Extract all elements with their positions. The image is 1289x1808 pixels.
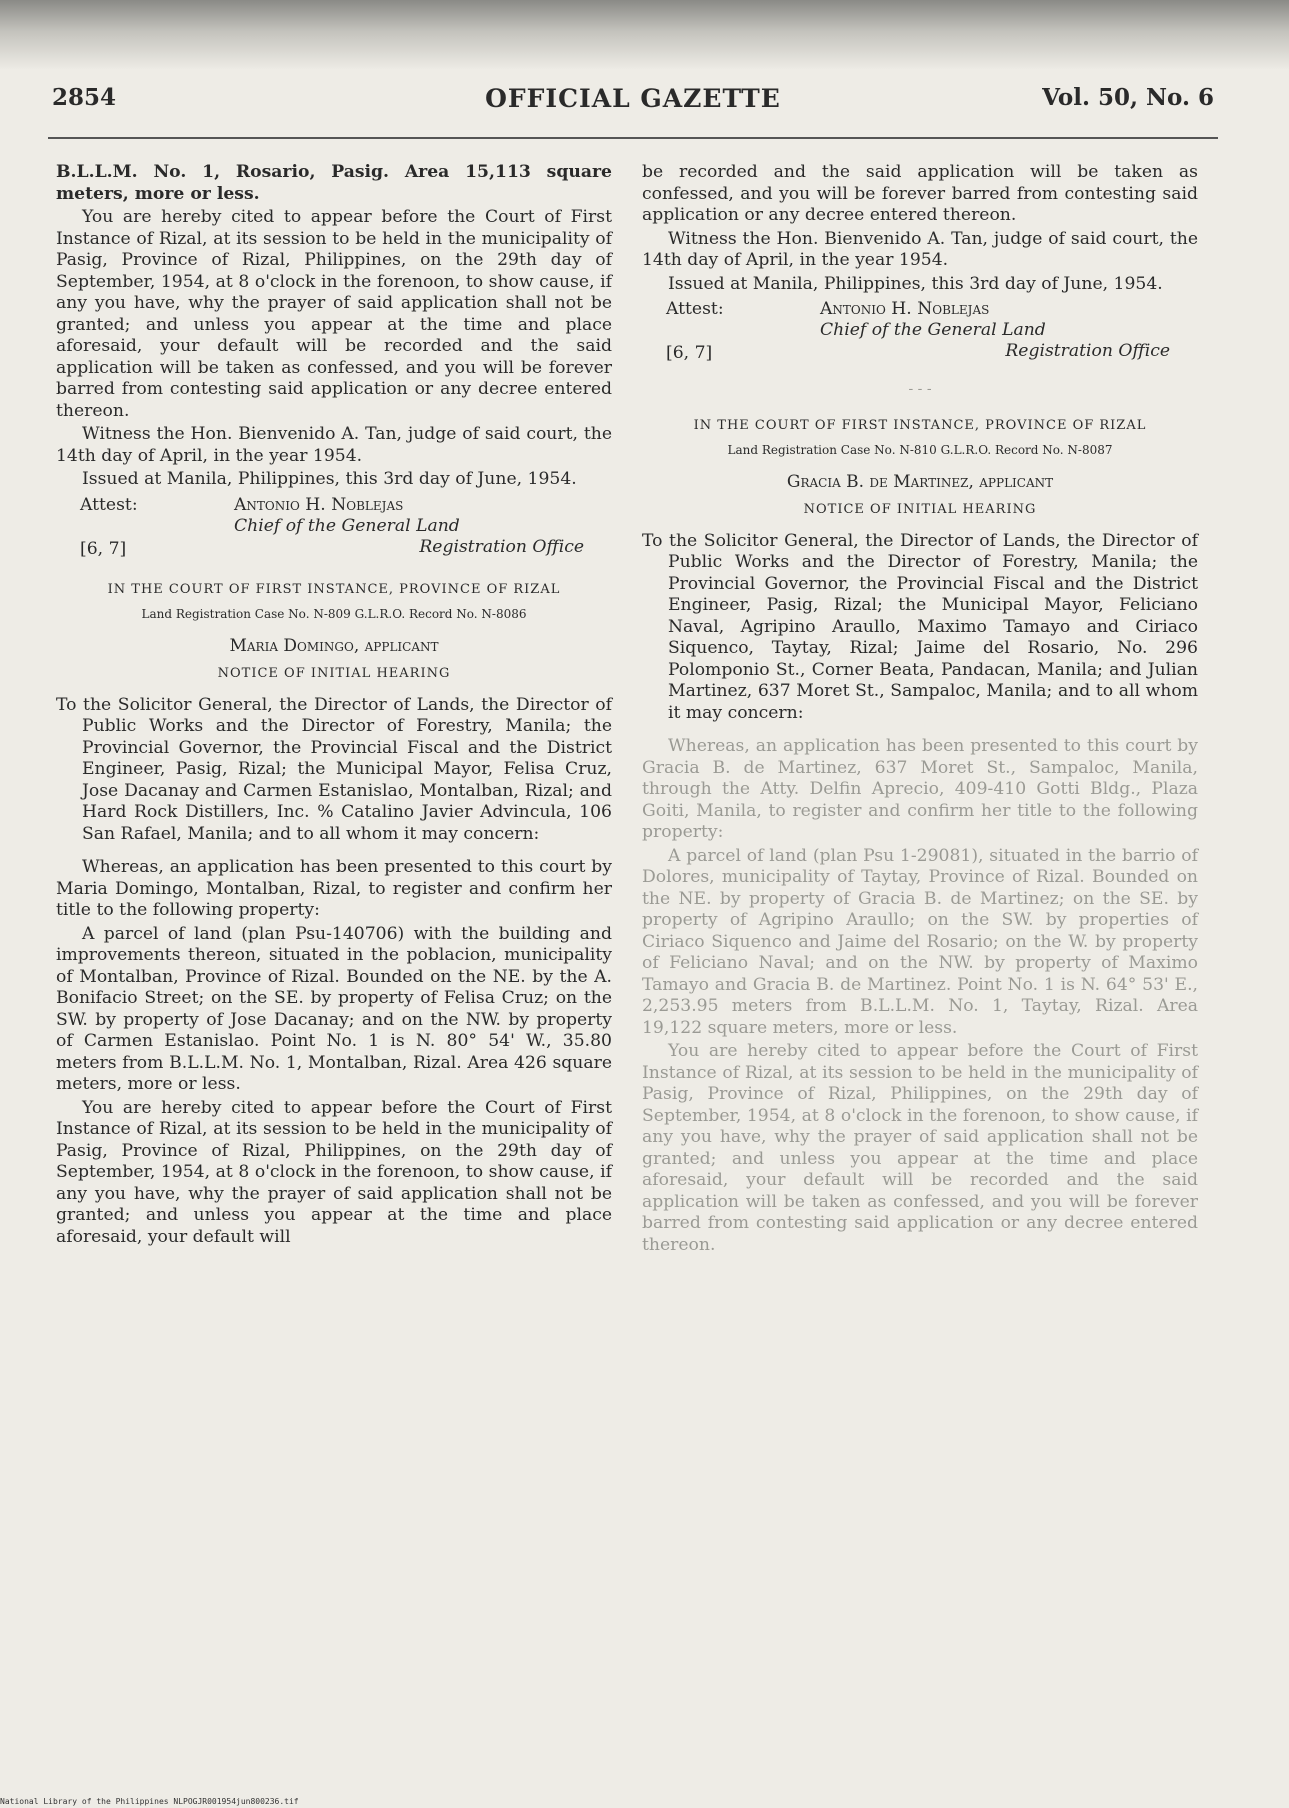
attest-ref: [6, 7] (666, 343, 713, 363)
attest-label: Attest: (666, 299, 724, 319)
issued-paragraph: Issued at Manila, Philippines, this 3rd day of June, 1954. (82, 469, 577, 489)
court-heading: IN THE COURT OF FIRST INSTANCE, PROVINCE OF RIZAL (693, 417, 1147, 433)
attest-block (642, 299, 1198, 369)
attest-title-line2: Registration Office (419, 536, 584, 557)
court-heading: IN THE COURT OF FIRST INSTANCE, PROVINCE OF RIZAL (107, 581, 561, 597)
attest-title-line2: Registration Office (1005, 341, 1170, 361)
notice-heading: NOTICE OF INITIAL HEARING (803, 502, 1037, 517)
gazette-title: OFFICIAL GAZETTE (485, 84, 781, 113)
attest-signer: Antonio H. Noblejas (234, 494, 404, 515)
addressees: To the Solicitor General, the Director of Lands, the Director of Public Works and the Director of Forestry, Manila; the Provincial Governor, the Provincial Fiscal and the District Engineer, Pasig, Rizal; the Municipal Mayor, Felisa Cruz, Jose Dacanay and Carmen Estanislao, Montalban, Rizal; and Hard Rock Distillers, Inc. % Catalino Javier Advincula, 106 San Rafael, Manila; and to all whom it may concern: (56, 694, 612, 844)
issued-paragraph: Issued at Manila, Philippines, this 3rd day of June, 1954. (668, 273, 1163, 294)
citation-paragraph: You are hereby cited to appear before the Court of First Instance of Rizal, at its session to be held in the municipality of Pasig, Province of Rizal, Philippines, on the 29th day of September, 1954, at 8 o'clock in the forenoon, to show cause, if any you have, why the prayer of said application shall not be granted; and unless you appear at the time and place aforesaid, your default will be recorded and the said application will be taken as confessed, and you will be forever barred from contesting said application or any decree entered thereon. (642, 1041, 1198, 1255)
case-number: Land Registration Case No. N-810 G.L.R.O. Record No. N-8087 (727, 442, 1113, 457)
attest-ref: [6, 7] (80, 538, 127, 559)
witness-paragraph: Witness the Hon. Bienvenido A. Tan, judge of said court, the 14th day of April, in the year 1954. (642, 228, 1198, 270)
scan-footer: National Library of the Philippines NLPOGJR001954jun800236.tif (0, 1797, 299, 1806)
notice-heading: NOTICE OF INITIAL HEARING (217, 666, 451, 681)
attest-title-line1: Chief of the General Land (234, 515, 460, 536)
witness-paragraph: Witness the Hon. Bienvenido A. Tan, judge of said court, the 14th day of April, in the year 1954. (56, 424, 612, 466)
header-rule (48, 137, 1218, 139)
attest-title-line1: Chief of the General Land (820, 320, 1046, 340)
attest-signer: Antonio H. Noblejas (820, 299, 990, 319)
whereas-paragraph: Whereas, an application has been presented to this court by Maria Domingo, Montalban, Rizal, to register and confirm her title to the following property: (56, 857, 612, 920)
parcel-description: A parcel of land (plan Psu-140706) with the building and improvements thereon, situated in the poblacion, municipality of Montalban, Province of Rizal. Bounded on the NE. by the A. Bonifacio Street; on the SE. by property of Felisa Cruz; on the SW. by property of Jose Dacanay; and on the NW. by property of Carmen Estanislao. Point No. 1 is N. 80° 54' W., 35.80 meters from B.L.L.M. No. 1, Montalban, Rizal. Area 426 square meters, more or less. (56, 923, 612, 1094)
section-separator: - - - (908, 381, 932, 397)
addressees: To the Solicitor General, the Director of Lands, the Director of Public Works and the Director of Forestry, Manila; the Provincial Governor, the Provincial Fiscal and the District Engineer, Pasig, Rizal; the Municipal Mayor, Feliciano Naval, Agripino Araullo, Maximo Tamayo and Ciriaco Siquenco, Taytay, Rizal; Jaime del Rosario, No. 296 Polomponio St., Corner Beata, Pandacan, Manila; and Julian Martinez, 637 Moret St., Sampaloc, Manila; and to all whom it may concern: (642, 530, 1198, 723)
scan-shadow (0, 0, 1289, 70)
case-number: Land Registration Case No. N-809 G.L.R.O. Record No. N-8086 (141, 606, 527, 621)
intro-text: B.L.L.M. No. 1, Rosario, Pasig. Area 15,113 square meters, more or less. (56, 162, 612, 204)
whereas-paragraph: Whereas, an application has been presented to this court by Gracia B. de Martinez, 637 Moret St., Sampaloc, Manila, through the Atty. Delfin Aprecio, 409-410 Gotti Bldg., Plaza Goiti, Manila, to register and confirm her title to the following property: (642, 736, 1198, 842)
left-column (56, 162, 612, 1250)
continuation-text: be recorded and the said application will be taken as confessed, and you will be forever barred from contesting said application or any decree entered thereon. (642, 162, 1198, 225)
page-header (52, 84, 1214, 124)
attest-label: Attest: (80, 494, 138, 515)
citation-paragraph-2: You are hereby cited to appear before the Court of First Instance of Rizal, at its session to be held in the municipality of Pasig, Province of Rizal, Philippines, on the 29th day of September, 1954, at 8 o'clock in the forenoon, to show cause, if any you have, why the prayer of said application shall not be granted; and unless you appear at the time and place aforesaid, your default will (56, 1097, 612, 1247)
citation-paragraph: You are hereby cited to appear before the Court of First Instance of Rizal, at its session to be held in the municipality of Pasig, Province of Rizal, Philippines, on the 29th day of September, 1954, at 8 o'clock in the forenoon, to show cause, if any you have, why the prayer of said application shall not be granted; and unless you appear at the time and place aforesaid, your default will be recorded and the said application will be taken as confessed, and you will be forever barred from contesting said application or any decree entered thereon. (56, 207, 612, 421)
right-column (642, 162, 1198, 1258)
volume-number: Vol. 50, No. 6 (1042, 84, 1214, 111)
applicant-name: Maria Domingo, applicant (229, 635, 439, 656)
page-number: 2854 (52, 84, 117, 111)
attest-block (56, 495, 612, 565)
applicant-name: Gracia B. de Martinez, applicant (786, 471, 1054, 492)
parcel-description: A parcel of land (plan Psu 1-29081), situated in the barrio of Dolores, municipality of Taytay, Province of Rizal. Bounded on the NE. by property of Gracia B. de Martinez; on the SE. by property of Agripino Araullo; on the SW. by properties of Ciriaco Siquenco and Jaime del Rosario; on the W. by property of Feliciano Naval; and on the NW. by property of Maximo Tamayo and Gracia B. de Martinez. Point No. 1 is N. 64° 53' E., 2,253.95 meters from B.L.L.M. No. 1, Taytay, Rizal. Area 19,122 square meters, more or less. (642, 845, 1198, 1038)
